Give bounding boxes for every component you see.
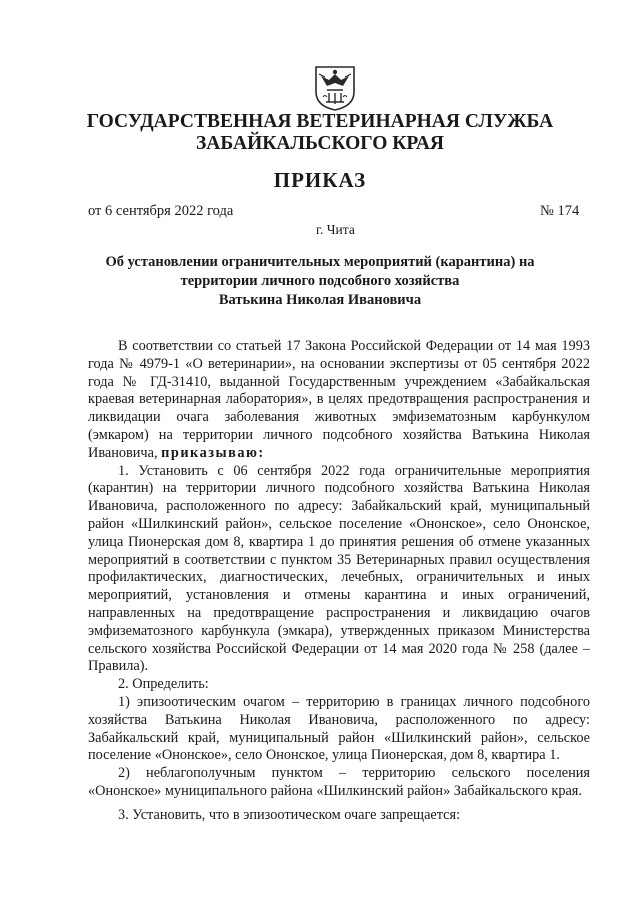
- title-line3: Ватькина Николая Ивановича: [218, 292, 422, 308]
- organization-name-line2: ЗАБАЙКАЛЬСКОГО КРАЯ: [195, 133, 444, 154]
- document-number: № 174: [540, 203, 580, 219]
- document-body: [88, 338, 590, 825]
- paragraph-2-2: 2) неблагополучным пунктом – территорию сельского поселения «Ононское» муниципального района «Шилкинский район» Забайкальского края.: [88, 765, 590, 799]
- organization-name-line1: ГОСУДАРСТВЕННАЯ ВЕТЕРИНАРНАЯ СЛУЖБА: [86, 111, 554, 132]
- order-word: приказываю:: [161, 444, 265, 461]
- paragraph-2-1: 1) эпизоотическим очагом – территорию в границах личного подсобного хозяйства Ватькина Николая Ивановича, расположенного по адресу: Забайкальский край, муниципальный район «Шилкинский район», сельское поселение «Ононское», село Ононское, улица Пионерская, дом 8, квартира 1.: [88, 693, 590, 764]
- preamble-paragraph: [88, 338, 590, 463]
- paragraph-2: 2. Определить:: [118, 676, 209, 693]
- document-type: ПРИКАЗ: [273, 168, 367, 192]
- paragraph-1: 1. Установить с 06 сентября 2022 года ограничительные мероприятия (карантин) на территории личного подсобного хозяйства Ватькина Николая Ивановича, расположенного по адресу: Забайкальский край, муниципальный район «Шилкинский район», сельское поселение «Ононское», село Ононское, улица Пионерская дом 8, квартира 1 до принятия решения об отмене указанных мероприятий в соответствии с пунктом 35 Ветеринарных правил осуществления профилактических, диагностических, лечебных, ограничительных и иных мероприятий, установления и отмены карантина и иных ограничений, направленных на предотвращение распространения и ликвидацию очагов эмфизематозного карбункула (эмкара), утвержденных приказом Министерства сельского хозяйства Российской Федерации от 14 мая 2020 года № 258 (далее – Правила).: [88, 462, 590, 675]
- coat-of-arms-icon: [313, 64, 357, 112]
- document-city: г. Чита: [316, 222, 355, 237]
- document-date: от 6 сентября 2022 года: [88, 203, 234, 219]
- document-title: [0, 253, 640, 310]
- title-line1: Об установлении ограничительных мероприятий (карантина) на: [105, 254, 535, 270]
- paragraph-3: 3. Установить, что в эпизоотическом очаге запрещается:: [118, 806, 461, 823]
- preamble-text: В соответствии со статьей 17 Закона Российской Федерации от 14 мая 1993 года № 4979-1 «О ветеринарии», на основании экспертизы от 05 сентября 2022 года № ГД-31410, выданной Государственным учреждением «Забайкальская краевая ветеринарная лаборатория», в целях предотвращения распространения и ликвидации очага заболевания животных эмфизематозным карбункулом (эмкаром) на территории личного подсобного хозяйства Ватькина Николая Ивановича,: [88, 338, 590, 461]
- title-line2: территории личного подсобного хозяйства: [180, 273, 460, 289]
